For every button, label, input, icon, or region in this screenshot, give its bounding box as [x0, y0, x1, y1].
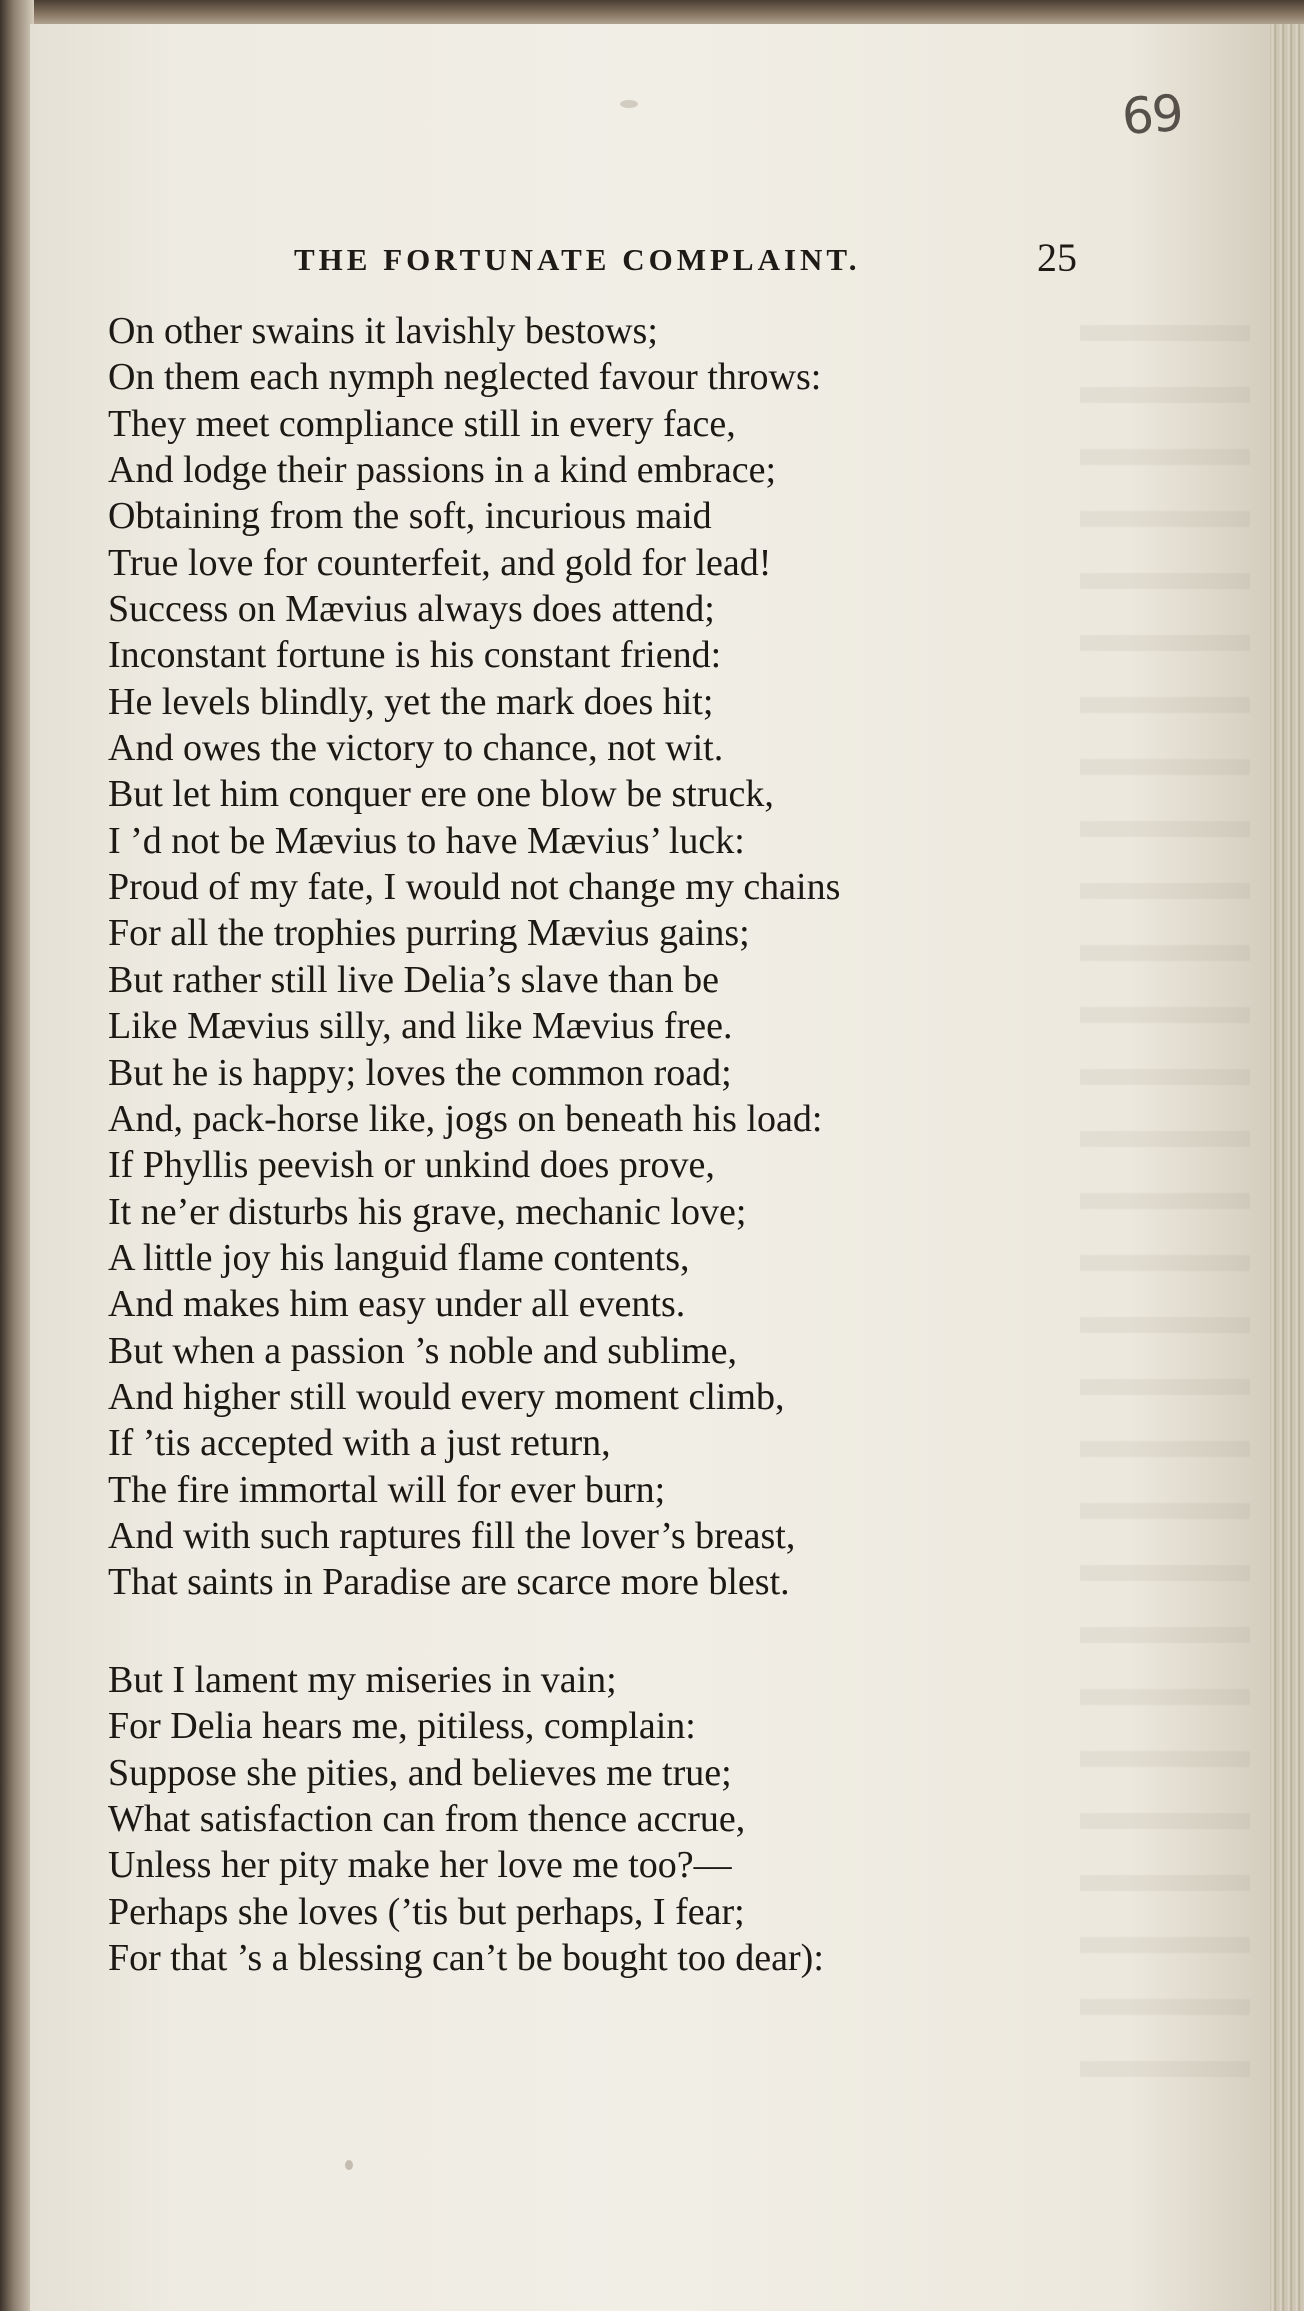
poem-line: But he is happy; loves the common road; — [108, 1051, 732, 1094]
poem-line: And owes the victory to chance, not wit. — [108, 727, 724, 770]
poem-line: He levels blindly, yet the mark does hit; — [108, 680, 714, 723]
handwritten-folio-number: 69 — [1120, 83, 1184, 147]
poem-line: Perhaps she loves (’tis but perhaps, I fear; — [108, 1890, 745, 1933]
paper-stain — [345, 2160, 353, 2170]
poem-line: What satisfaction can from thence accrue, — [108, 1798, 746, 1841]
poem-line: For Delia hears me, pitiless, complain: — [108, 1705, 696, 1748]
paper-stain — [620, 100, 638, 108]
page-number: 25 — [1037, 235, 1077, 280]
poem-line: I ’d not be Mævius to have Mævius’ luck: — [108, 819, 745, 862]
running-title: THE FORTUNATE COMPLAINT. — [294, 242, 861, 277]
poem-line: The fire immortal will for ever burn; — [108, 1468, 666, 1511]
poem-line: It ne’er disturbs his grave, mechanic love; — [108, 1190, 747, 1233]
poem-line: A little joy his languid flame contents, — [108, 1236, 690, 1279]
poem-line: Like Mævius silly, and like Mævius free. — [108, 1005, 733, 1048]
poem-line: Unless her pity make her love me too?— — [108, 1844, 732, 1887]
poem-line: And makes him easy under all events. — [108, 1283, 686, 1326]
poem-line: If ’tis accepted with a just return, — [108, 1422, 611, 1465]
poem-line: But let him conquer ere one blow be struck, — [108, 773, 774, 816]
poem-line: For all the trophies purring Mævius gains; — [108, 912, 750, 955]
poem-line: Inconstant fortune is his constant friend: — [108, 634, 722, 677]
stanza — [108, 1657, 824, 1981]
poem-line: True love for counterfeit, and gold for lead! — [108, 541, 772, 584]
poem-line: And with such raptures fill the lover’s breast, — [108, 1514, 796, 1557]
spine-shadow — [0, 0, 34, 2311]
poem-line: On other swains it lavishly bestows; — [108, 310, 658, 352]
poem-line: For that ’s a blessing can’t be bought too dear): — [108, 1937, 824, 1980]
poem-line: But rather still live Delia’s slave than be — [108, 958, 720, 1001]
poem-line: Obtaining from the soft, incurious maid — [108, 495, 712, 538]
poem-line: They meet compliance still in every face, — [108, 402, 736, 445]
poem-line: On them each nymph neglected favour throws: — [108, 356, 822, 399]
poem-line: But when a passion ’s noble and sublime, — [108, 1329, 738, 1372]
poem-line: But I lament my miseries in vain; — [108, 1659, 617, 1701]
poem-line: And, pack-horse like, jogs on beneath his load: — [108, 1097, 823, 1140]
poem-line: Success on Mævius always does attend; — [108, 588, 715, 631]
poem-line: Proud of my fate, I would not change my chains — [108, 866, 841, 909]
page-edges — [1270, 24, 1304, 2311]
poem-line: And lodge their passions in a kind embrace; — [108, 449, 777, 492]
poem-line: Suppose she pities, and believes me true; — [108, 1751, 732, 1794]
stanza — [108, 308, 840, 1606]
poem-line: And higher still would every moment climb, — [108, 1375, 785, 1418]
poem-line: That saints in Paradise are scarce more blest. — [108, 1561, 790, 1604]
poem-line: If Phyllis peevish or unkind does prove, — [108, 1144, 715, 1187]
